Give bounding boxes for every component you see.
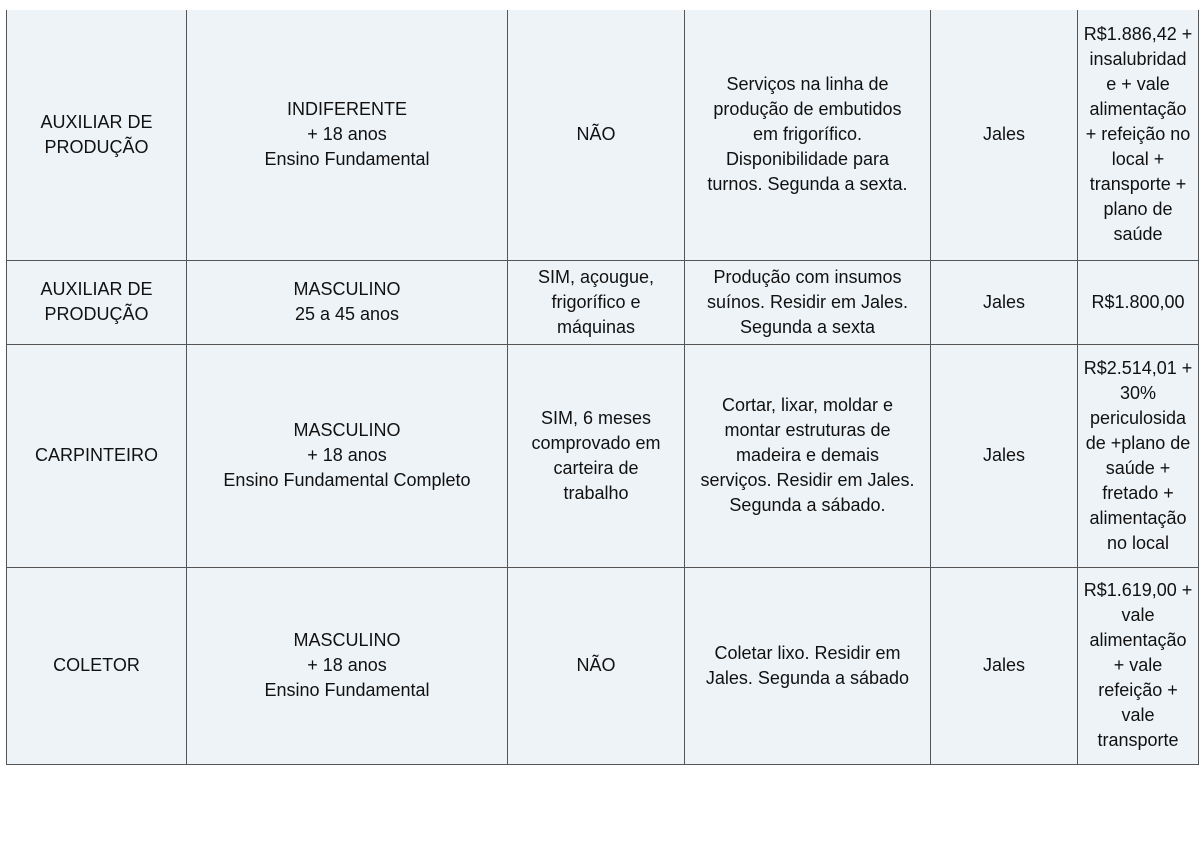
job-row: [7, 344, 1199, 567]
salario-line: de +plano de: [1085, 432, 1191, 453]
salario-line: R$1.619,00 +: [1083, 580, 1193, 600]
descricao-line: Jales. Segunda a sábado: [705, 667, 910, 688]
salario-line: R$1.800,00: [1091, 291, 1185, 312]
experiencia-line: NÃO: [576, 124, 616, 145]
perfil-line: INDIFERENTE: [286, 99, 407, 120]
salario-line: alimentação: [1089, 630, 1187, 650]
cidade-line: Jales: [982, 445, 1026, 465]
cargo-line: CARPINTEIRO: [34, 445, 158, 465]
perfil-line: MASCULINO: [293, 420, 401, 440]
experiencia-line: trabalho: [563, 482, 629, 503]
cargo-cell: [7, 260, 187, 344]
descricao-line: madeira e demais: [735, 445, 880, 465]
descricao-cell: [685, 567, 931, 764]
cidade-line: Jales: [982, 124, 1026, 145]
job-row: [7, 10, 1199, 260]
cidade-cell: [931, 344, 1078, 567]
cargo-line: PRODUÇÃO: [44, 136, 149, 157]
descricao-line: produção de embutidos: [713, 99, 902, 120]
perfil-cell: [187, 567, 508, 764]
salario-line: transporte: [1097, 730, 1179, 750]
cargo-cell: [7, 567, 187, 764]
experiencia-line: comprovado em: [531, 432, 661, 453]
perfil-line: MASCULINO: [293, 279, 401, 299]
perfil-cell: [187, 344, 508, 567]
salario-line: no local: [1106, 532, 1170, 553]
descricao-line: Disponibilidade para: [725, 149, 890, 170]
salario-line: transporte +: [1089, 174, 1187, 195]
salario-line: alimentação: [1089, 99, 1187, 120]
experiencia-line: carteira de: [553, 457, 639, 478]
salario-line: R$1.886,42 +: [1083, 24, 1193, 45]
salario-line: + refeição no: [1085, 124, 1191, 145]
descricao-cell: [685, 344, 931, 567]
experiencia-line: SIM, 6 meses: [540, 407, 652, 428]
salario-line: saúde: [1113, 224, 1163, 245]
perfil-line: + 18 anos: [307, 124, 387, 145]
descricao-line: suínos. Residir em Jales.: [706, 291, 909, 312]
salario-line: fretado +: [1102, 482, 1174, 503]
salario-line: + vale: [1113, 655, 1163, 675]
salario-cell: [1078, 260, 1199, 344]
salario-line: alimentação: [1089, 507, 1187, 528]
cidade-cell: [931, 10, 1078, 260]
experiencia-line: NÃO: [576, 655, 616, 675]
perfil-line: MASCULINO: [293, 630, 401, 650]
cargo-line: AUXILIAR DE: [40, 279, 153, 299]
descricao-line: Cortar, lixar, moldar e: [721, 395, 894, 415]
cargo-line: AUXILIAR DE: [40, 111, 153, 132]
perfil-line: + 18 anos: [307, 445, 387, 465]
perfil-line: Ensino Fundamental: [264, 680, 430, 700]
descricao-cell: [685, 260, 931, 344]
salario-line: R$2.514,01 +: [1083, 357, 1193, 378]
salario-line: periculosida: [1089, 407, 1187, 428]
descricao-line: Segunda a sábado.: [729, 495, 886, 515]
experiencia-cell: [508, 567, 685, 764]
experiencia-line: SIM, açougue,: [537, 266, 655, 287]
job-listings-body: [7, 10, 1199, 764]
descricao-line: serviços. Residir em Jales.: [700, 470, 915, 490]
salario-cell: [1078, 567, 1199, 764]
experiencia-cell: [508, 260, 685, 344]
cargo-cell: [7, 10, 187, 260]
cargo-cell: [7, 344, 187, 567]
perfil-line: 25 a 45 anos: [294, 304, 400, 324]
descricao-line: turnos. Segunda a sexta.: [707, 174, 908, 195]
perfil-line: + 18 anos: [307, 655, 387, 675]
salario-line: e + vale: [1106, 74, 1170, 95]
descricao-line: em frigorífico.: [752, 124, 863, 145]
descricao-cell: [685, 10, 931, 260]
experiencia-line: frigorífico e: [551, 291, 641, 312]
experiencia-cell: [508, 10, 685, 260]
job-listings-table: [6, 10, 1199, 765]
job-row: [7, 260, 1199, 344]
descricao-line: Produção com insumos: [713, 266, 902, 287]
cargo-line: PRODUÇÃO: [44, 304, 149, 324]
job-row: [7, 567, 1199, 764]
salario-line: 30%: [1119, 382, 1157, 403]
perfil-line: Ensino Fundamental Completo: [223, 470, 471, 490]
perfil-cell: [187, 260, 508, 344]
cidade-line: Jales: [982, 291, 1026, 312]
salario-line: insalubridad: [1089, 49, 1187, 70]
descricao-line: Coletar lixo. Residir em: [714, 642, 901, 663]
salario-cell: [1078, 344, 1199, 567]
salario-line: vale: [1121, 605, 1155, 625]
salario-line: plano de: [1103, 199, 1173, 220]
cidade-cell: [931, 260, 1078, 344]
perfil-line: Ensino Fundamental: [264, 149, 430, 170]
descricao-line: Serviços na linha de: [726, 74, 889, 95]
descricao-line: montar estruturas de: [724, 420, 891, 440]
salario-line: vale: [1121, 705, 1155, 725]
salario-line: local +: [1111, 149, 1165, 170]
experiencia-cell: [508, 344, 685, 567]
experiencia-line: máquinas: [556, 316, 636, 337]
cidade-cell: [931, 567, 1078, 764]
salario-line: refeição +: [1098, 680, 1178, 700]
cargo-line: COLETOR: [53, 655, 140, 675]
cidade-line: Jales: [982, 655, 1026, 675]
salario-line: saúde +: [1105, 457, 1171, 478]
perfil-cell: [187, 10, 508, 260]
descricao-line: Segunda a sexta: [739, 316, 876, 337]
salario-cell: [1078, 10, 1199, 260]
